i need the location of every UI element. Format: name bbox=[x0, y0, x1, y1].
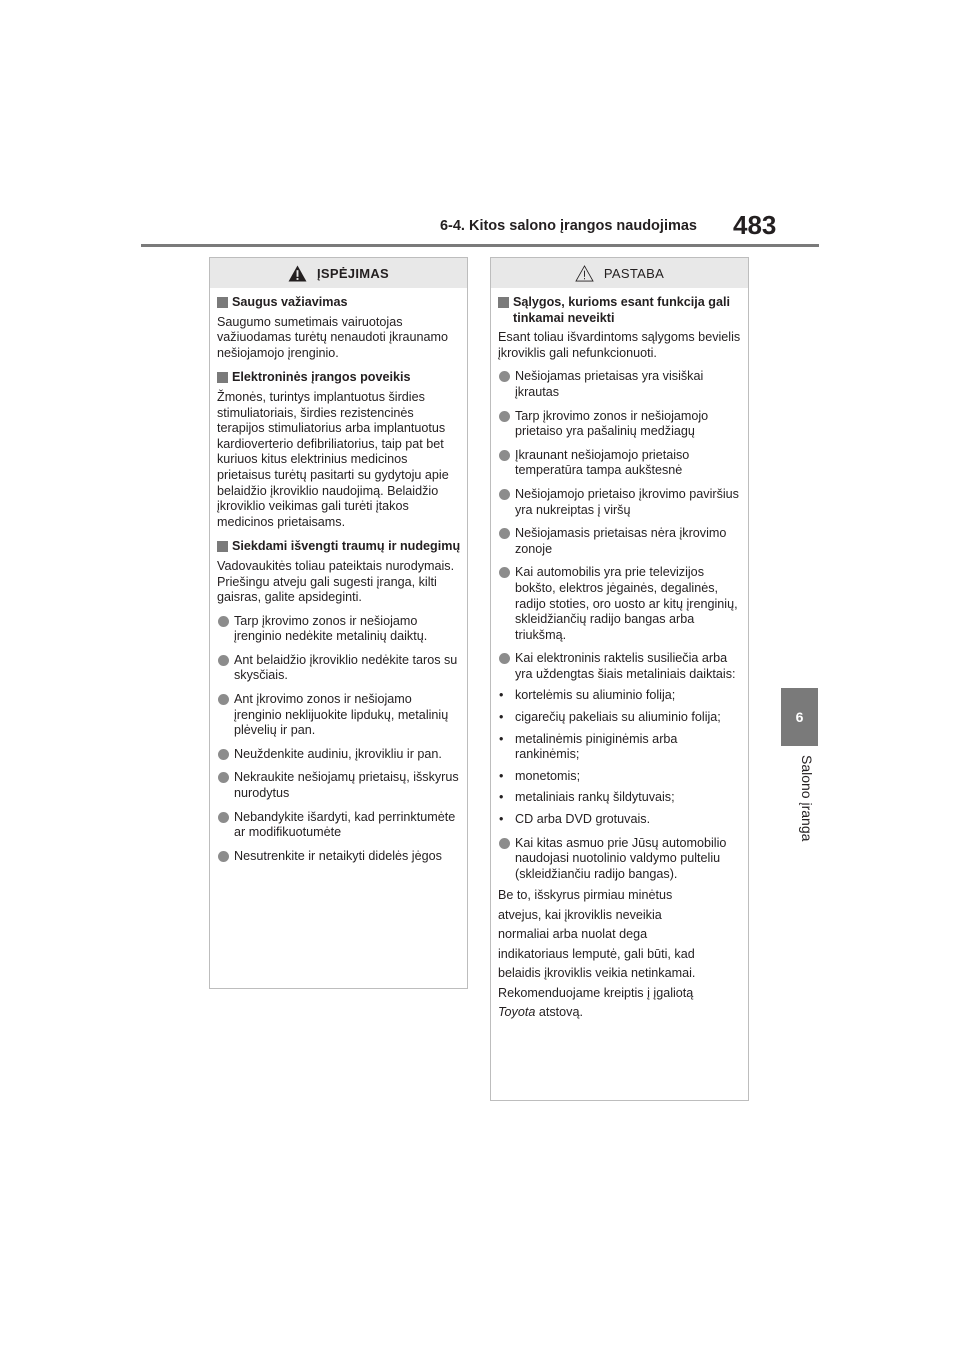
paragraph: Vadovaukitės toliau pateiktais nurodymais. bbox=[217, 558, 455, 573]
circle-bullet-icon bbox=[499, 567, 510, 578]
list-item: Nešiojamasis prietaisas nėra įkrovimo zonoje bbox=[498, 526, 742, 557]
sub-list-item: • kortelėmis su aliuminio folija; bbox=[499, 688, 676, 703]
list-item: Įkraunant nešiojamojo prietaiso temperatūra tampa aukštesnė bbox=[498, 448, 742, 479]
list-item: Nekraukite nešiojamų prietaisų, išskyrus nurodytus bbox=[217, 770, 461, 801]
closing-line: atvejus, kai įkroviklis neveikia bbox=[498, 907, 662, 922]
paragraph: Priešingu atveju gali sugesti įranga, kilti gaisras, galite apsideginti. bbox=[217, 574, 437, 605]
square-bullet-icon bbox=[217, 541, 228, 552]
closing-line: Rekomenduojame kreiptis į įgaliotą bbox=[498, 985, 694, 1000]
section-heading: Elektroninės įrangos poveikis bbox=[217, 370, 461, 386]
list-item: Neuždenkite audiniu, įkrovikliu ir pan. bbox=[217, 747, 461, 763]
brand-name: Toyota bbox=[498, 1005, 536, 1020]
list-item: Kai kitas asmuo prie Jūsų automobilio naudojasi nuotolinio valdymo pulteliu (skleidžiančiu radijo bangas). bbox=[498, 836, 742, 883]
list-item: Tarp įkrovimo zonos ir nešiojamojo prietaiso yra pašalinių medžiagų bbox=[498, 409, 742, 440]
circle-bullet-icon bbox=[218, 616, 229, 627]
warning-title: ĮSPĖJIMAS bbox=[316, 265, 390, 281]
warning-header bbox=[210, 258, 467, 288]
square-bullet-icon bbox=[217, 297, 228, 308]
closing-line: indikatoriaus lemputė, gali būti, kad bbox=[498, 946, 695, 961]
closing-paragraph bbox=[498, 886, 742, 1023]
closing-line: normaliai arba nuolat dega bbox=[498, 927, 648, 942]
sub-list-item: • monetomis; bbox=[499, 768, 581, 783]
section-heading: Saugus važiavimas bbox=[217, 295, 461, 311]
circle-bullet-icon bbox=[499, 411, 510, 422]
paragraph: Žmonės, turintys implantuotus širdies stimuliatoriais, širdies rezistencinės terapijos stimuliatorius arba implantuotus kardioverterio defibriliatorius, taip pat bet kuriuos kitus elektrinius medicinos prietaisus turėtų pasitarti su gydytoju apie belaidžio įkroviklio naudojimą. Belaidžio įkroviklio veikimas gali turėti įtakos medicinos prietaisams. bbox=[217, 389, 449, 529]
sub-list-item: • CD arba DVD grotuvais. bbox=[499, 812, 651, 827]
circle-bullet-icon bbox=[499, 450, 510, 461]
circle-bullet-icon bbox=[218, 772, 229, 783]
section-title: 6-4. Kitos salono įrangos naudojimas bbox=[439, 218, 697, 234]
warning-box bbox=[209, 257, 468, 989]
circle-bullet-icon bbox=[218, 812, 229, 823]
list-item: Kai automobilis yra prie televizijos bokšto, elektros jėgainės, degalinės, radijo stoties, oro uosto ar kitų įrenginių, skleidžiančių radijo bangas arba triukšmą. bbox=[498, 565, 742, 643]
circle-bullet-icon bbox=[218, 851, 229, 862]
circle-bullet-icon bbox=[218, 749, 229, 760]
circle-bullet-icon bbox=[499, 838, 510, 849]
square-bullet-icon bbox=[498, 297, 509, 308]
square-bullet-icon bbox=[217, 372, 228, 383]
closing-line: Be to, išskyrus pirmiau minėtus bbox=[498, 888, 673, 903]
list-item: Ant įkrovimo zonos ir nešiojamo įrenginio neklijuokite lipdukų, metalinių plėvelių ir pan. bbox=[217, 692, 461, 739]
sub-list-item: • cigarečių pakeliais su aliuminio folija; bbox=[499, 710, 721, 725]
caution-outline-triangle-icon bbox=[575, 265, 594, 282]
closing-line bbox=[498, 1003, 742, 1023]
paragraph: Saugumo sumetimais vairuotojas važiuodamas turėtų nenaudoti įkraunamo nešiojamojo įrenginio. bbox=[217, 314, 449, 360]
list-item: Nesutrenkite ir netaikyti didelės jėgos bbox=[217, 849, 461, 865]
circle-bullet-icon bbox=[499, 653, 510, 664]
circle-bullet-icon bbox=[499, 489, 510, 500]
circle-bullet-icon bbox=[499, 371, 510, 382]
list-item: Nešiojamojo prietaiso įkrovimo paviršius yra nukreiptas į viršų bbox=[498, 487, 742, 518]
section-heading: Siekdami išvengti traumų ir nudegimų bbox=[217, 539, 461, 555]
circle-bullet-icon bbox=[499, 528, 510, 539]
header-divider bbox=[141, 244, 819, 247]
circle-bullet-icon bbox=[218, 655, 229, 666]
section-heading: Sąlygos, kurioms esant funkcija gali tinkamai neveikti bbox=[498, 295, 742, 326]
closing-tail: atstovą. bbox=[535, 1005, 583, 1020]
closing-line: belaidis įkroviklis veikia netinkamai. bbox=[498, 966, 696, 981]
chapter-label: Salono įranga bbox=[799, 755, 815, 842]
list-item: Kai elektroninis raktelis susiliečia arba yra uždengtas šiais metaliniais daiktais: bbox=[498, 651, 742, 682]
warning-triangle-icon bbox=[288, 265, 307, 282]
note-header bbox=[491, 258, 748, 288]
list-item: Nebandykite išardyti, kad perrinktumėte ar modifikuotumėte bbox=[217, 810, 461, 841]
page-number: 483 bbox=[733, 210, 777, 240]
chapter-tab: 6 bbox=[781, 688, 818, 746]
list-item: Tarp įkrovimo zonos ir nešiojamo įrenginio nedėkite metalinių daiktų. bbox=[217, 614, 461, 645]
note-box bbox=[490, 257, 749, 1101]
list-item: Ant belaidžio įkroviklio nedėkite taros su skysčiais. bbox=[217, 653, 461, 684]
sub-list-item: • metalinėmis piniginėmis arba rankinėmis; bbox=[499, 731, 678, 762]
sub-list-item: • metaliniais rankų šildytuvais; bbox=[499, 790, 675, 805]
note-title: PASTABA bbox=[603, 265, 665, 281]
paragraph: Esant toliau išvardintoms sąlygoms bevielis įkroviklis gali nefunkcionuoti. bbox=[498, 330, 741, 360]
circle-bullet-icon bbox=[218, 694, 229, 705]
list-item: Nešiojamas prietaisas yra visiškai įkrautas bbox=[498, 369, 742, 400]
